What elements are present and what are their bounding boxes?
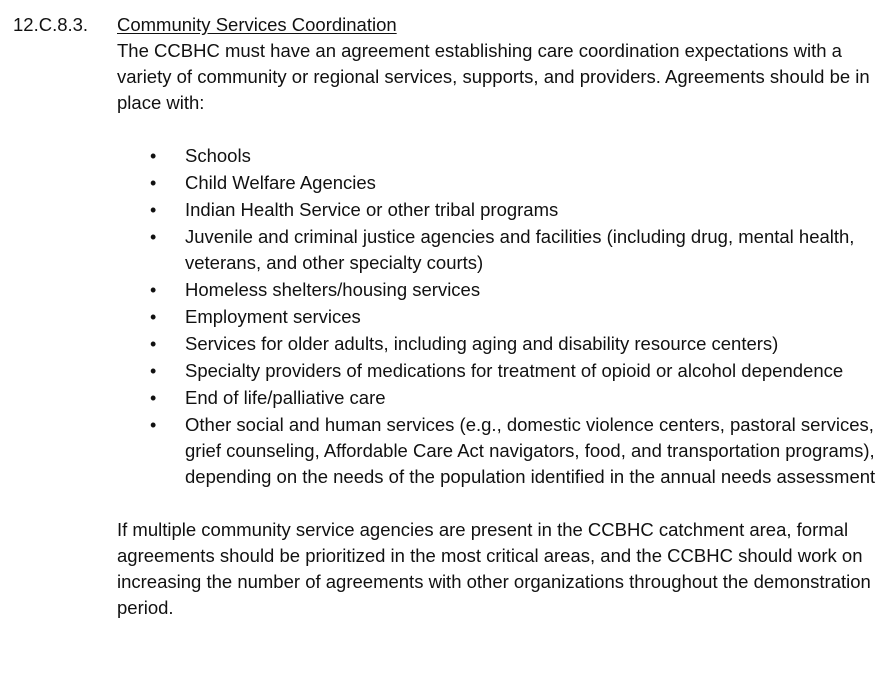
list-item (117, 331, 877, 357)
list-item (117, 277, 877, 303)
list-item-text: Juvenile and criminal justice agencies and facilities (including drug, mental health, veterans, and other specialty courts) (185, 226, 855, 273)
list-item (117, 385, 877, 411)
list-item (117, 170, 877, 196)
list-item (117, 304, 877, 330)
bullet-icon: • (150, 388, 157, 408)
section-number: 12.C.8.3. (13, 14, 89, 35)
list-item-text: Other social and human services (e.g., domestic violence centers, pastoral services, grief counseling, Affordable Care Act navigators, food, and transportation programs), depending on the needs of the population identified in the annual needs assessment (185, 414, 876, 487)
bullet-icon: • (150, 334, 157, 354)
bullet-icon: • (150, 361, 157, 381)
bullet-icon: • (150, 146, 157, 166)
bullet-icon: • (150, 200, 157, 220)
list-item-text: Services for older adults, including aging and disability resource centers) (185, 333, 779, 354)
list-item (117, 197, 877, 223)
list-item-text: Homeless shelters/housing services (185, 279, 481, 300)
list-item-text: Specialty providers of medications for treatment of opioid or alcohol dependence (185, 360, 844, 381)
list-item-text: Employment services (185, 306, 361, 327)
list-item (117, 358, 877, 384)
list-item-text: End of life/palliative care (185, 387, 386, 408)
section-heading: Community Services Coordination (117, 14, 397, 35)
bullet-icon: • (150, 280, 157, 300)
list-item (117, 224, 877, 276)
bullet-icon: • (150, 307, 157, 327)
agreements-list (117, 143, 877, 490)
intro-paragraph: The CCBHC must have an agreement establishing care coordination expectations with a variety of community or regional services, supports, and providers. Agreements should be in place with: (117, 40, 870, 113)
bullet-icon: • (150, 415, 157, 435)
bullet-icon: • (150, 173, 157, 193)
closing-paragraph: If multiple community service agencies are present in the CCBHC catchment area, formal agreements should be prioritized in the most critical areas, and the CCBHC should work on increasing the number of agreements with other organizations throughout the demonstration period. (117, 519, 871, 618)
list-item (117, 412, 877, 490)
section-content (117, 12, 877, 621)
list-item (117, 143, 877, 169)
list-item-text: Schools (185, 145, 251, 166)
list-item-text: Child Welfare Agencies (185, 172, 376, 193)
list-item-text: Indian Health Service or other tribal programs (185, 199, 559, 220)
bullet-icon: • (150, 227, 157, 247)
